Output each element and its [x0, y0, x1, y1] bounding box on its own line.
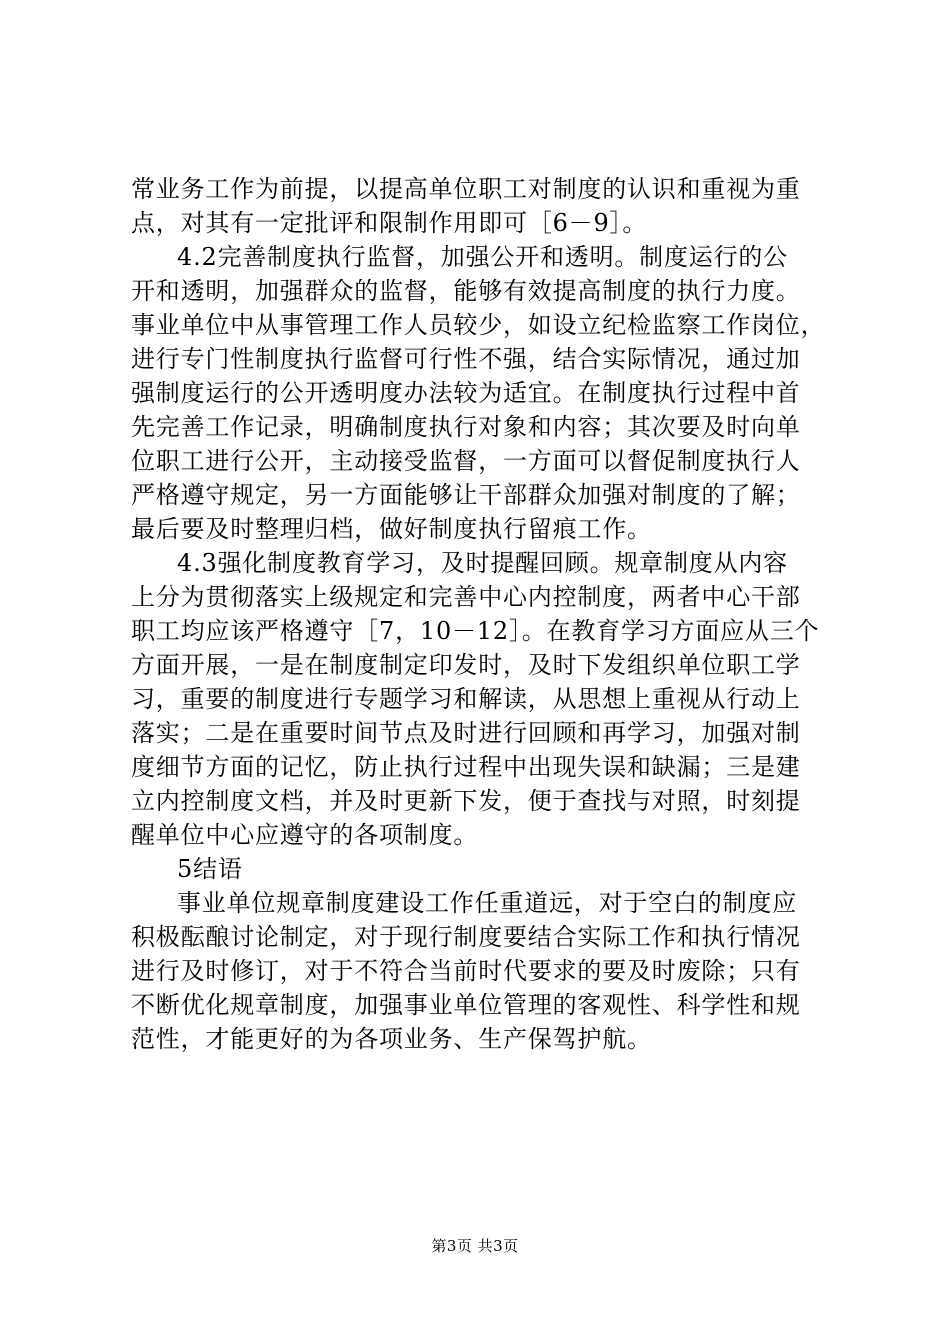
text-line: 事业单位中从事管理工作人员较少，如设立纪检监察工作岗位，	[131, 311, 826, 339]
text-line: 醒单位中心应遵守的各项制度。	[131, 821, 479, 849]
text-line: 严格遵守规定，另一方面能够让干部群众加强对制度的了解；	[131, 481, 801, 509]
text-line: 开和透明，加强群众的监督，能够有效提高制度的执行力度。	[131, 277, 801, 305]
text-line: 积极酝酿讨论制定，对于现行制度要结合实际工作和执行情况	[131, 923, 801, 951]
text-line: 常业务工作为前提，以提高单位职工对制度的认识和重视为重	[131, 175, 801, 203]
text-line: 先完善工作记录，明确制度执行对象和内容；其次要及时向单	[131, 413, 801, 441]
text-line: 度细节方面的记忆，防止执行过程中出现失误和缺漏；三是建	[131, 753, 801, 781]
page-footer	[0, 1236, 950, 1256]
text-line: 职工均应该严格遵守［7，10－12］。在教育学习方面应从三个	[131, 617, 820, 645]
text-line: 方面开展，一是在制度制定印发时，及时下发组织单位职工学	[131, 651, 801, 679]
text-line: 落实；二是在重要时间节点及时进行回顾和再学习，加强对制	[131, 719, 801, 747]
text-line: 点，对其有一定批评和限制作用即可［6－9］。	[131, 209, 648, 237]
text-line: 不断优化规章制度，加强事业单位管理的客观性、科学性和规	[131, 991, 801, 1019]
text-line: 立内控制度文档，并及时更新下发，便于查找与对照，时刻提	[131, 787, 801, 815]
text-line: 进行及时修订，对于不符合当前时代要求的要及时废除；只有	[131, 957, 801, 985]
text-line: 强制度运行的公开透明度办法较为适宜。在制度执行过程中首	[131, 379, 801, 407]
text-line: 范性，才能更好的为各项业务、生产保驾护航。	[131, 1025, 652, 1053]
paragraph-start-4-2: 4.2完善制度执行监督，加强公开和透明。制度运行的公	[177, 243, 788, 271]
section-heading-conclusion: 5结语	[177, 855, 243, 883]
paragraph-start-4-3: 4.3强化制度教育学习，及时提醒回顾。规章制度从内容	[177, 549, 788, 577]
text-line: 进行专门性制度执行监督可行性不强，结合实际情况，通过加	[131, 345, 801, 373]
document-body	[131, 172, 831, 1056]
text-line: 位职工进行公开，主动接受监督，一方面可以督促制度执行人	[131, 447, 801, 475]
text-line: 最后要及时整理归档，做好制度执行留痕工作。	[131, 515, 652, 543]
text-line: 上分为贯彻落实上级规定和完善中心内控制度，两者中心干部	[131, 583, 801, 611]
paragraph-start-conclusion: 事业单位规章制度建设工作任重道远，对于空白的制度应	[177, 889, 797, 917]
page-number: 第3页 共3页	[431, 1237, 519, 1255]
text-line: 习，重要的制度进行专题学习和解读，从思想上重视从行动上	[131, 685, 801, 713]
